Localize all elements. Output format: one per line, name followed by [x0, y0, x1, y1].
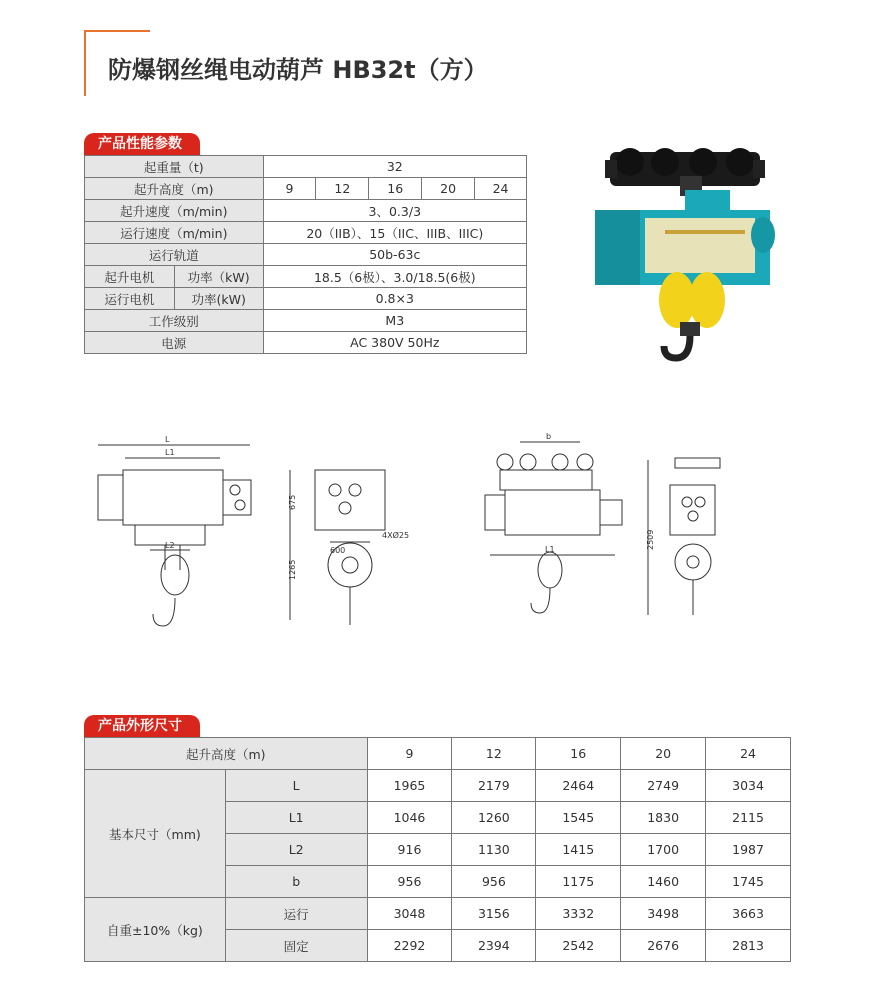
- cell: 1545: [536, 802, 621, 834]
- lift-motor-value: 18.5（6极）、3.0/18.5(6极): [263, 266, 526, 288]
- trolley-end-view-drawing: [646, 458, 720, 615]
- table-row: [85, 222, 527, 244]
- cell: 1130: [452, 834, 536, 866]
- cell: 2292: [367, 930, 452, 962]
- trolley-side-view-drawing: [485, 432, 622, 613]
- cell: 2179: [452, 770, 536, 802]
- cell: 3156: [452, 898, 536, 930]
- track-label: 运行轨道: [85, 244, 264, 266]
- table-row: [85, 266, 527, 288]
- side-view-drawing: [98, 435, 251, 626]
- travel-motor-label: 运行电机: [85, 288, 175, 310]
- travel-speed-value: 20（IIB）、15（IIC、IIIB、IIIC): [263, 222, 526, 244]
- lift-motor-power-label: 功率（kW): [174, 266, 263, 288]
- header-cell: 9: [367, 738, 452, 770]
- cell: 2813: [706, 930, 791, 962]
- cell: 3663: [706, 898, 791, 930]
- lift-motor-label: 起升电机: [85, 266, 175, 288]
- cell: 1830: [621, 802, 706, 834]
- power-label: 电源: [85, 332, 264, 354]
- table-row: [85, 898, 791, 930]
- power-value: AC 380V 50Hz: [263, 332, 526, 354]
- cell: 1260: [452, 802, 536, 834]
- cell: 956: [367, 866, 452, 898]
- dim-bolt: 4XØ25: [382, 531, 410, 540]
- track-value: 50b-63c: [263, 244, 526, 266]
- dim-section-tag: 产品外形尺寸: [84, 715, 200, 737]
- page-title: 防爆钢丝绳电动葫芦 HB32t（方）: [108, 56, 488, 84]
- dim-b: b: [546, 432, 552, 441]
- header-cell: 24: [706, 738, 791, 770]
- cell: 3034: [706, 770, 791, 802]
- cell: 2749: [621, 770, 706, 802]
- table-row: [85, 244, 527, 266]
- header-height-label: 起升高度（m): [85, 738, 368, 770]
- dimension-drawings: [90, 430, 790, 640]
- travel-speed-label: 运行速度（m/min): [85, 222, 264, 244]
- cell: 2676: [621, 930, 706, 962]
- basic-size-label: 基本尺寸（mm): [85, 770, 226, 898]
- dim-L2: L2: [165, 541, 175, 550]
- row-name: L: [225, 770, 367, 802]
- dim-675: 675: [288, 494, 297, 510]
- row-name: b: [225, 866, 367, 898]
- table-header-row: [85, 738, 791, 770]
- table-row: [85, 770, 791, 802]
- table-row: [85, 332, 527, 354]
- cell: 1745: [706, 866, 791, 898]
- dim-600: 600: [330, 546, 346, 555]
- dim-2509: 2509: [646, 529, 655, 550]
- cell: 2394: [452, 930, 536, 962]
- height-cell: 12: [316, 178, 369, 200]
- dim-1265: 1265: [288, 559, 297, 580]
- duty-value: M3: [263, 310, 526, 332]
- hoist-product-image: [585, 140, 785, 370]
- end-view-drawing: [288, 470, 409, 625]
- header-cell: 12: [452, 738, 536, 770]
- travel-motor-power-label: 功率(kW): [174, 288, 263, 310]
- dim-L1-2: L1: [545, 545, 555, 554]
- cell: 1700: [621, 834, 706, 866]
- capacity-value: 32: [263, 156, 526, 178]
- cell: 2542: [536, 930, 621, 962]
- cell: 1987: [706, 834, 791, 866]
- height-cell: 16: [369, 178, 422, 200]
- cell: 2115: [706, 802, 791, 834]
- row-name: 运行: [225, 898, 367, 930]
- cell: 2464: [536, 770, 621, 802]
- hoist-body-icon: [595, 190, 775, 285]
- height-label: 起升高度（m): [85, 178, 264, 200]
- dim-L: L: [165, 435, 170, 444]
- row-name: L2: [225, 834, 367, 866]
- header-cell: 16: [536, 738, 621, 770]
- dimension-table: [84, 737, 791, 962]
- lift-speed-value: 3、0.3/3: [263, 200, 526, 222]
- cell: 956: [452, 866, 536, 898]
- table-row: [85, 288, 527, 310]
- weight-label: 自重±10%（kg): [85, 898, 226, 962]
- header-cell: 20: [621, 738, 706, 770]
- travel-motor-value: 0.8×3: [263, 288, 526, 310]
- trolley-wheels-icon: [605, 148, 765, 196]
- spec-section-tag: 产品性能参数: [84, 133, 200, 155]
- row-name: 固定: [225, 930, 367, 962]
- cell: 3498: [621, 898, 706, 930]
- row-name: L1: [225, 802, 367, 834]
- cell: 916: [367, 834, 452, 866]
- table-row: [85, 178, 527, 200]
- cell: 1415: [536, 834, 621, 866]
- dim-L1: L1: [165, 448, 175, 457]
- cell: 3332: [536, 898, 621, 930]
- lift-speed-label: 起升速度（m/min): [85, 200, 264, 222]
- height-cell: 9: [263, 178, 316, 200]
- cell: 1175: [536, 866, 621, 898]
- table-row: [85, 200, 527, 222]
- capacity-label: 起重量（t): [85, 156, 264, 178]
- height-cell: 24: [475, 178, 527, 200]
- table-row: [85, 156, 527, 178]
- cell: 3048: [367, 898, 452, 930]
- duty-label: 工作级别: [85, 310, 264, 332]
- table-row: [85, 310, 527, 332]
- cell: 1460: [621, 866, 706, 898]
- hook-block-icon: [659, 272, 725, 358]
- spec-table: [84, 155, 527, 354]
- cell: 1046: [367, 802, 452, 834]
- height-cell: 20: [422, 178, 475, 200]
- cell: 1965: [367, 770, 452, 802]
